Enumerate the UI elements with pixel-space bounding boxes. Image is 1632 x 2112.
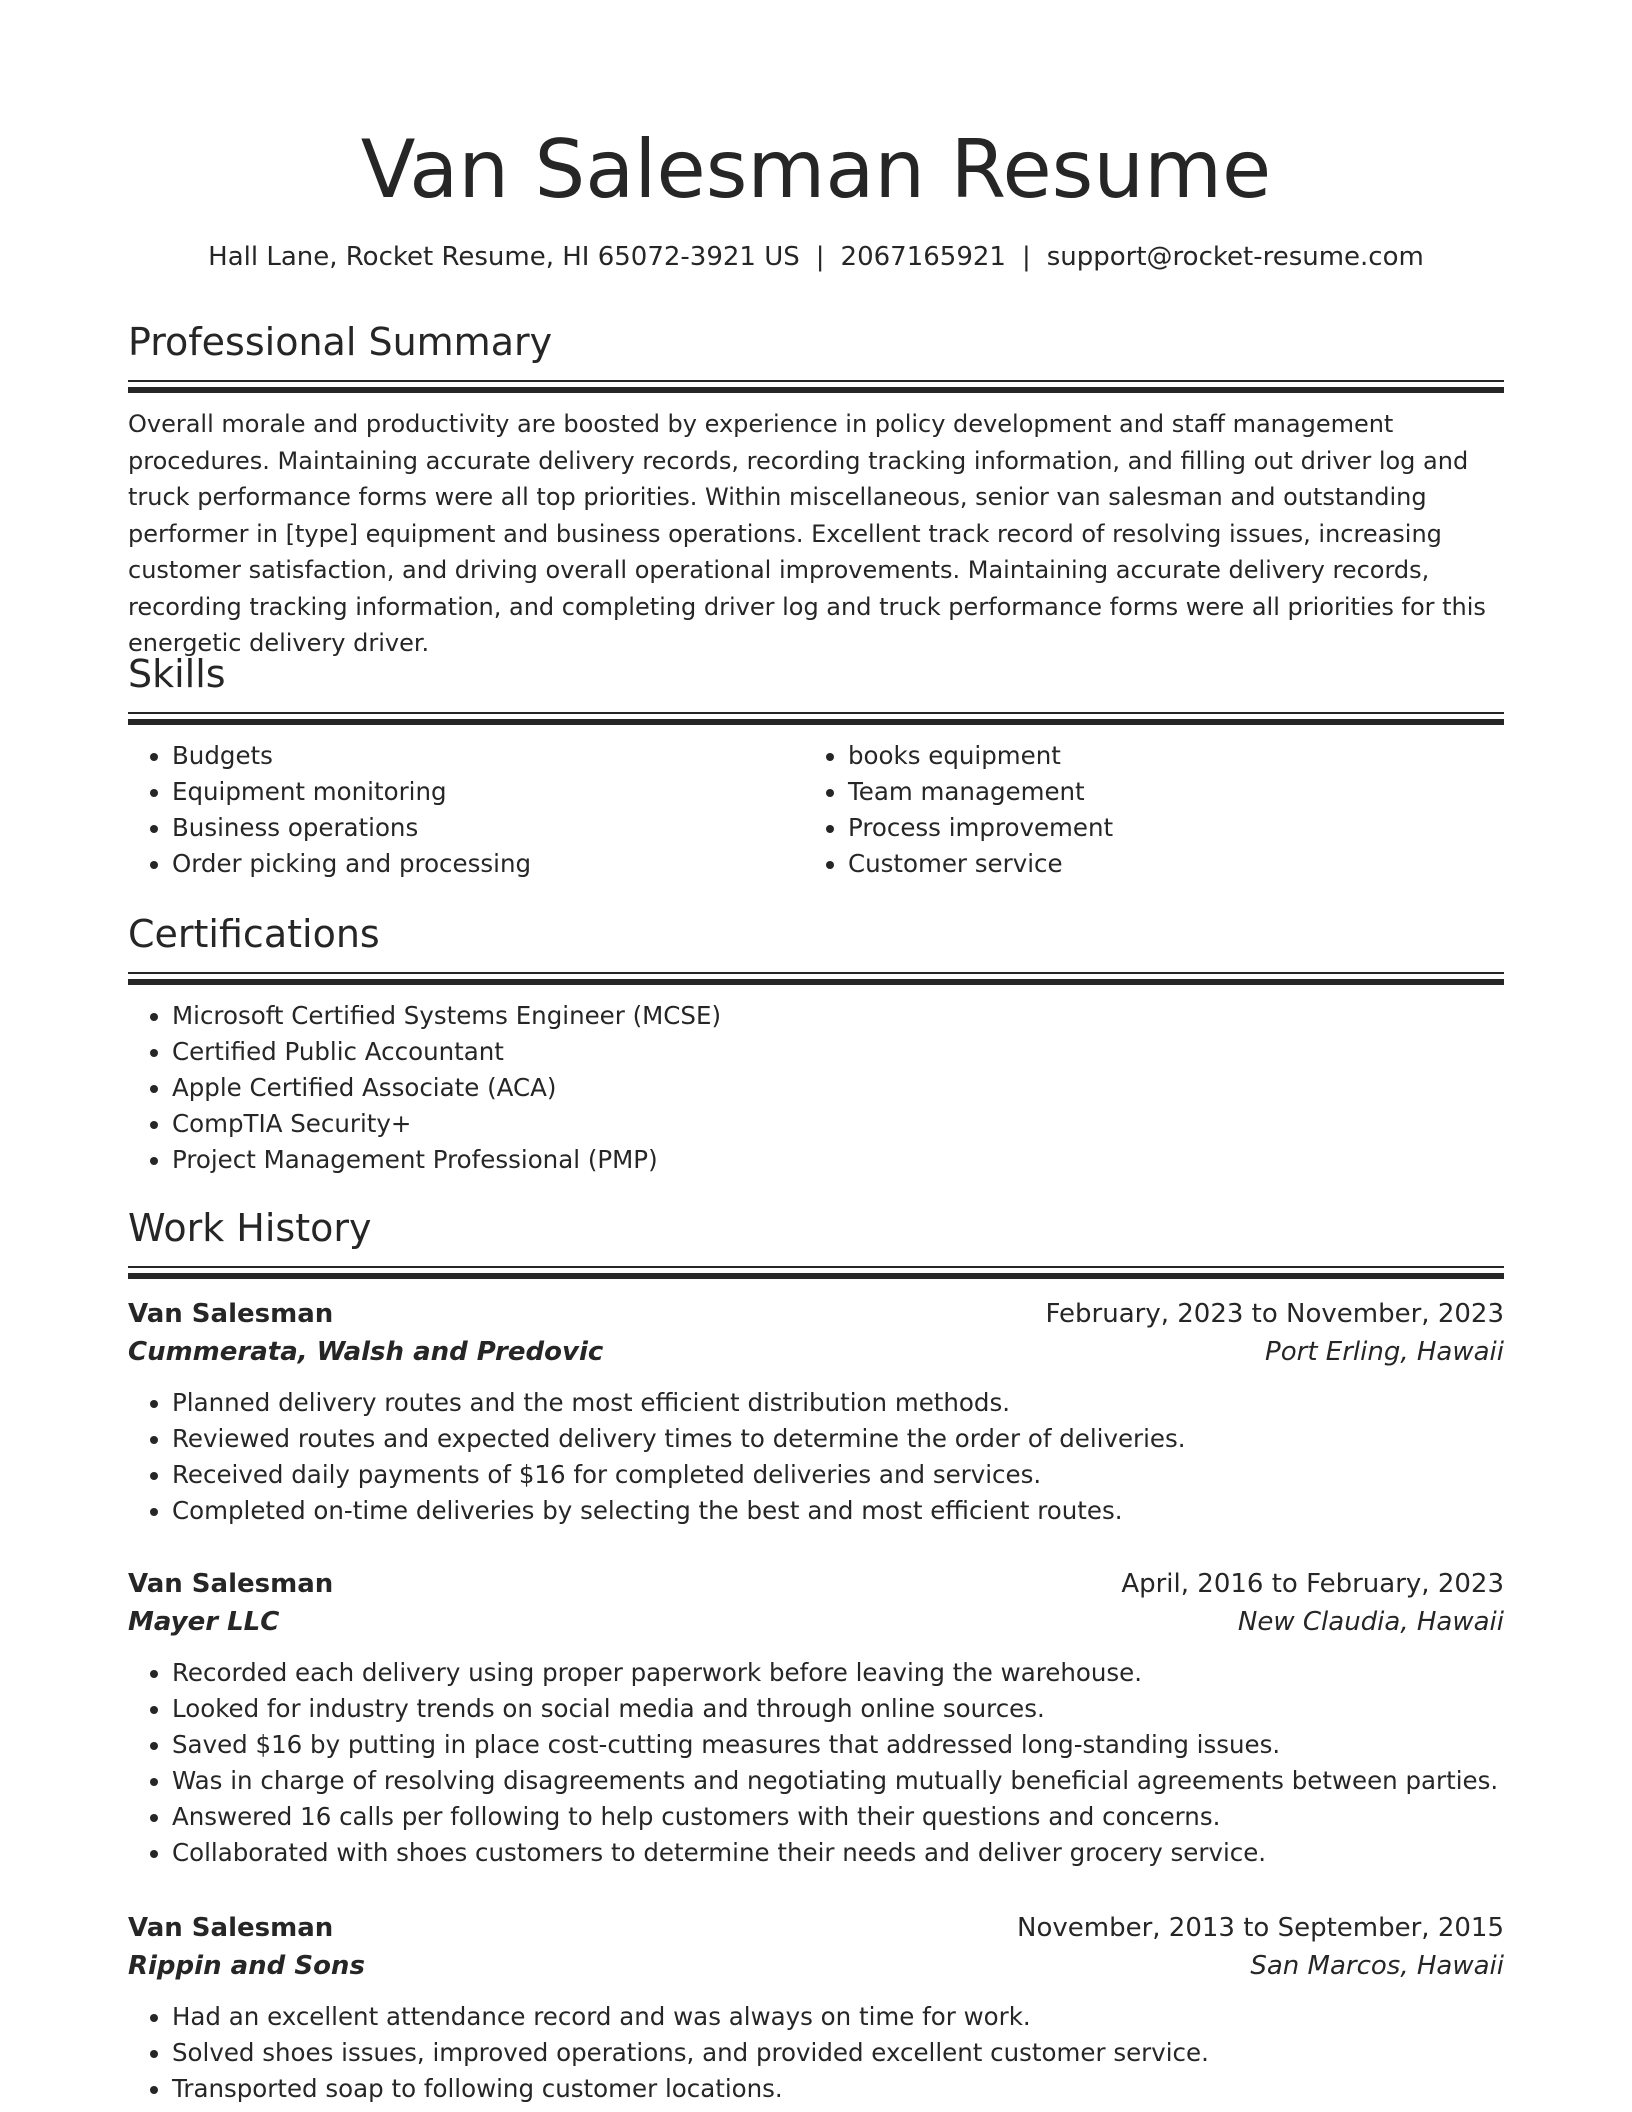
certification-item: • CompTIA Security+: [172, 1106, 1504, 1142]
skills-list-left: [128, 738, 804, 882]
job-entry: [128, 1295, 1504, 1529]
section-heading-certifications: Certifications: [128, 912, 380, 956]
job-entry: [128, 1909, 1504, 2107]
job-duties-list: [128, 1655, 1504, 1871]
section-divider: [128, 380, 1504, 394]
certification-item: • Certified Public Accountant: [172, 1034, 1504, 1070]
certifications-list: [128, 998, 1504, 1178]
skill-item: • Order picking and processing: [172, 846, 804, 882]
certification-item: • Project Management Professional (PMP): [172, 1142, 1504, 1178]
job-location: San Marcos, Hawaii: [1250, 1951, 1504, 1981]
job-company: Rippin and Sons: [128, 1951, 365, 1981]
section-divider: [128, 1266, 1504, 1280]
skill-item: • Customer service: [848, 846, 1480, 882]
certification-item: • Microsoft Certified Systems Engineer (MCSE): [172, 998, 1504, 1034]
job-duties-list: [128, 1999, 1504, 2107]
job-entry: [128, 1565, 1504, 1871]
job-duty: • Saved $16 by putting in place cost-cutting measures that addressed long-standing issues.: [172, 1727, 1504, 1763]
job-duty: • Had an excellent attendance record and was always on time for work.: [172, 1999, 1504, 2035]
section-certifications: [128, 908, 1504, 1178]
skill-item: • Business operations: [172, 810, 804, 846]
job-duty: • Completed on-time deliveries by selecting the best and most efficient routes.: [172, 1493, 1504, 1529]
contact-separator: |: [815, 242, 825, 272]
job-dates: February, 2023 to November, 2023: [1045, 1299, 1504, 1329]
contact-line: [128, 238, 1504, 276]
section-divider: [128, 712, 1504, 726]
summary-paragraph: Overall morale and productivity are boosted by experience in policy development and staff management procedures. Maintaining accurate delivery records, recording tracking information, and filling out driver log and truck performance forms were all top priorities. Within miscellaneous, senior van salesman and outstanding performer in [type] equipment and business operations. Excellent track record of resolving issues, increasing customer satisfaction, and driving overall operational improvements. Maintaining accurate delivery records, recording tracking information, and completing driver log and truck performance forms were all priorities for this energetic delivery driver.: [128, 410, 1486, 657]
job-title: Van Salesman: [128, 1299, 334, 1329]
skill-item: • Budgets: [172, 738, 804, 774]
job-duty: • Looked for industry trends on social media and through online sources.: [172, 1691, 1504, 1727]
skill-item: • Equipment monitoring: [172, 774, 804, 810]
section-skills: [128, 648, 1504, 882]
section-heading-skills: Skills: [128, 652, 226, 696]
job-duty: • Solved shoes issues, improved operations, and provided excellent customer service.: [172, 2035, 1504, 2071]
contact-phone: 2067165921: [840, 242, 1006, 272]
job-duty: • Answered 16 calls per following to help customers with their questions and concerns.: [172, 1799, 1504, 1835]
contact-separator: |: [1021, 242, 1031, 272]
certification-item: • Apple Certified Associate (ACA): [172, 1070, 1504, 1106]
job-location: Port Erling, Hawaii: [1265, 1337, 1504, 1367]
job-dates: November, 2013 to September, 2015: [1017, 1913, 1504, 1943]
job-title: Van Salesman: [128, 1569, 334, 1599]
job-location: New Claudia, Hawaii: [1237, 1607, 1504, 1637]
section-divider: [128, 972, 1504, 986]
job-duty: • Received daily payments of $16 for completed deliveries and services.: [172, 1457, 1504, 1493]
contact-email: support@rocket-resume.com: [1046, 242, 1424, 272]
job-title: Van Salesman: [128, 1913, 334, 1943]
job-dates: April, 2016 to February, 2023: [1121, 1569, 1504, 1599]
job-company: Mayer LLC: [128, 1607, 280, 1637]
skill-item: • Team management: [848, 774, 1480, 810]
section-professional-summary: [128, 316, 1504, 662]
job-duty: • Planned delivery routes and the most efficient distribution methods.: [172, 1385, 1504, 1421]
job-duty: • Reviewed routes and expected delivery times to determine the order of deliveries.: [172, 1421, 1504, 1457]
job-duties-list: [128, 1385, 1504, 1529]
resume-title: Van Salesman Resume: [360, 123, 1272, 216]
job-duty: • Transported soap to following customer locations.: [172, 2071, 1504, 2107]
skill-item: • books equipment: [848, 738, 1480, 774]
section-heading-work-history: Work History: [128, 1206, 372, 1250]
job-duty: • Collaborated with shoes customers to determine their needs and deliver grocery service.: [172, 1835, 1504, 1871]
job-company: Cummerata, Walsh and Predovic: [128, 1337, 604, 1367]
section-heading-summary: Professional Summary: [128, 320, 553, 364]
skill-item: • Process improvement: [848, 810, 1480, 846]
job-duty: • Was in charge of resolving disagreements and negotiating mutually beneficial agreements between parties.: [172, 1763, 1504, 1799]
skills-columns: [128, 726, 1504, 882]
section-work-history: [128, 1202, 1504, 1280]
contact-address: Hall Lane, Rocket Resume, HI 65072-3921 US: [208, 242, 800, 272]
job-duty: • Recorded each delivery using proper paperwork before leaving the warehouse.: [172, 1655, 1504, 1691]
skills-list-right: [804, 738, 1480, 882]
